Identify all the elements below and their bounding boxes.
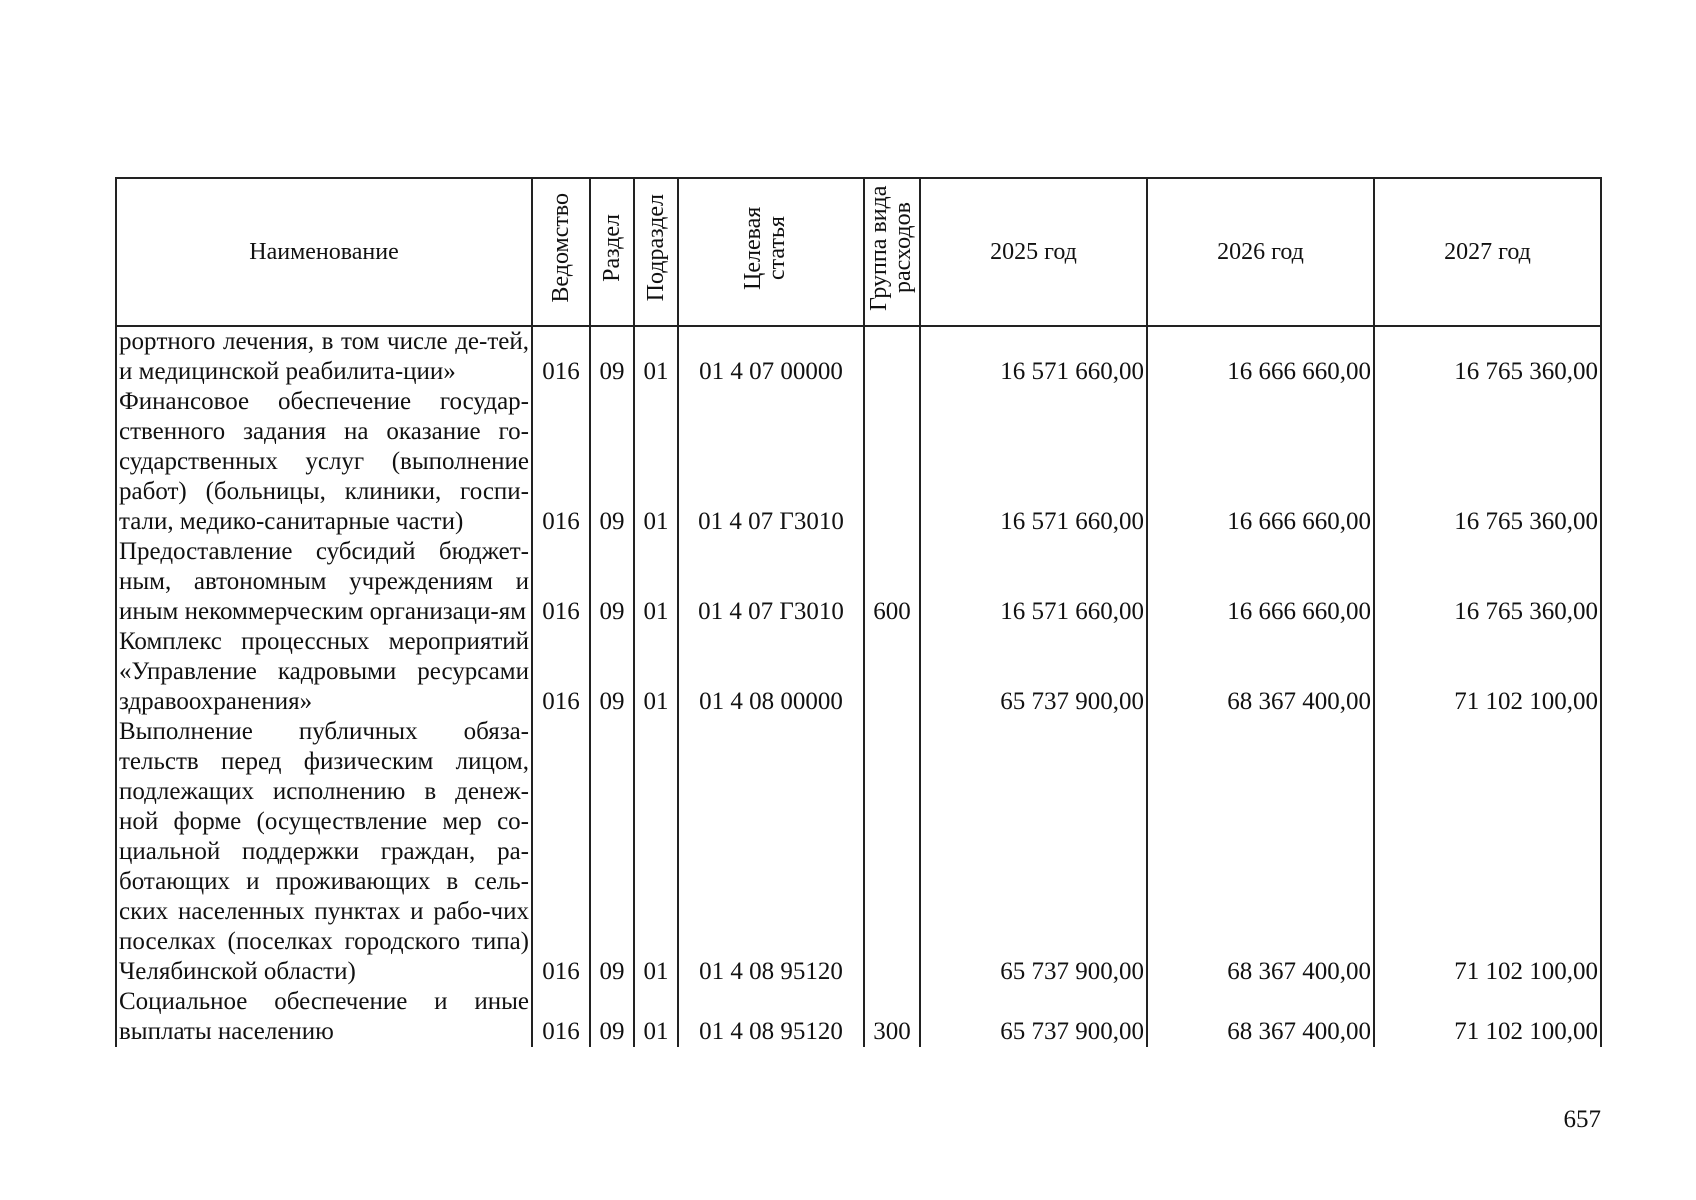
row-celevaya-cell: 01 4 07 00000 xyxy=(678,326,864,387)
row-2026-cell: 68 367 400,00 xyxy=(1147,987,1374,1047)
row-razdel-cell: 09 xyxy=(590,717,634,987)
row-2027-cell: 71 102 100,00 xyxy=(1374,987,1601,1047)
row-2026-cell: 16 666 660,00 xyxy=(1147,537,1374,627)
row-2026-cell: 68 367 400,00 xyxy=(1147,627,1374,717)
row-celevaya-cell: 01 4 07 Г3010 xyxy=(678,387,864,537)
row-vedomstvo-cell: 016 xyxy=(532,627,590,717)
row-name-cell: Предоставление субсидий бюджет-ным, автономным учреждениям и иным некоммерческим организаци-ям xyxy=(116,537,532,627)
header-gruppa: Группа вида расходов xyxy=(864,178,920,326)
row-podrazdel-cell: 01 xyxy=(634,537,678,627)
table-header xyxy=(116,178,1601,326)
table-row xyxy=(116,537,1601,627)
header-vedomstvo: Ведомство xyxy=(532,178,590,326)
row-celevaya-cell: 01 4 08 00000 xyxy=(678,627,864,717)
row-celevaya-cell: 01 4 07 Г3010 xyxy=(678,537,864,627)
row-razdel-cell: 09 xyxy=(590,387,634,537)
row-2025-cell: 65 737 900,00 xyxy=(920,987,1147,1047)
row-podrazdel-cell: 01 xyxy=(634,987,678,1047)
row-2025-cell: 65 737 900,00 xyxy=(920,627,1147,717)
row-razdel-cell: 09 xyxy=(590,987,634,1047)
row-vedomstvo-cell: 016 xyxy=(532,326,590,387)
table-row xyxy=(116,387,1601,537)
row-2027-cell: 16 765 360,00 xyxy=(1374,387,1601,537)
table-row xyxy=(116,717,1601,987)
row-podrazdel-cell: 01 xyxy=(634,627,678,717)
row-gruppa-cell xyxy=(864,717,920,987)
row-razdel-cell: 09 xyxy=(590,537,634,627)
budget-table xyxy=(115,177,1602,1047)
row-gruppa-cell xyxy=(864,627,920,717)
table-row xyxy=(116,627,1601,717)
row-gruppa-cell: 600 xyxy=(864,537,920,627)
row-razdel-cell: 09 xyxy=(590,627,634,717)
header-razdel: Раздел xyxy=(590,178,634,326)
header-celevaya: Целевая статья xyxy=(678,178,864,326)
header-2027: 2027 год xyxy=(1374,178,1601,326)
row-vedomstvo-cell: 016 xyxy=(532,987,590,1047)
row-vedomstvo-cell: 016 xyxy=(532,717,590,987)
row-2027-cell: 16 765 360,00 xyxy=(1374,537,1601,627)
row-podrazdel-cell: 01 xyxy=(634,387,678,537)
row-gruppa-cell: 300 xyxy=(864,987,920,1047)
row-2027-cell: 71 102 100,00 xyxy=(1374,717,1601,987)
row-2026-cell: 16 666 660,00 xyxy=(1147,326,1374,387)
row-vedomstvo-cell: 016 xyxy=(532,387,590,537)
row-2027-cell: 71 102 100,00 xyxy=(1374,627,1601,717)
row-2026-cell: 68 367 400,00 xyxy=(1147,717,1374,987)
row-celevaya-cell: 01 4 08 95120 xyxy=(678,717,864,987)
page-number: 657 xyxy=(1563,1106,1601,1133)
row-podrazdel-cell: 01 xyxy=(634,326,678,387)
row-celevaya-cell: 01 4 08 95120 xyxy=(678,987,864,1047)
row-2027-cell: 16 765 360,00 xyxy=(1374,326,1601,387)
table-row xyxy=(116,326,1601,387)
row-name-cell: Социальное обеспечение и иные выплаты населению xyxy=(116,987,532,1047)
row-razdel-cell: 09 xyxy=(590,326,634,387)
row-name-cell: Выполнение публичных обяза-тельств перед физическим лицом, подлежащих исполнению в денеж-ной форме (осуществление мер со-циальной поддержки граждан, ра-ботающих и проживающих в сель-ских населенных пунктах и рабо-чих поселках (поселках городского типа) Челябинской области) xyxy=(116,717,532,987)
row-2025-cell: 16 571 660,00 xyxy=(920,537,1147,627)
row-gruppa-cell xyxy=(864,326,920,387)
header-2026: 2026 год xyxy=(1147,178,1374,326)
table-row xyxy=(116,987,1601,1047)
row-name-cell: роpтного лечения, в том числе де-тей, и медицинской реабилита-ции» xyxy=(116,326,532,387)
row-2026-cell: 16 666 660,00 xyxy=(1147,387,1374,537)
row-podrazdel-cell: 01 xyxy=(634,717,678,987)
header-name: Наименование xyxy=(116,178,532,326)
header-2025: 2025 год xyxy=(920,178,1147,326)
row-2025-cell: 16 571 660,00 xyxy=(920,387,1147,537)
table-body xyxy=(116,326,1601,1047)
row-gruppa-cell xyxy=(864,387,920,537)
row-2025-cell: 65 737 900,00 xyxy=(920,717,1147,987)
row-name-cell: Финансовое обеспечение государ-ственного задания на оказание го-сударственных услуг (выполнение работ) (больницы, клиники, госпи-тали, медико-санитарные части) xyxy=(116,387,532,537)
row-vedomstvo-cell: 016 xyxy=(532,537,590,627)
header-podrazdel: Подраздел xyxy=(634,178,678,326)
row-2025-cell: 16 571 660,00 xyxy=(920,326,1147,387)
row-name-cell: Комплекс процессных мероприятий «Управление кадровыми ресурсами здравоохранения» xyxy=(116,627,532,717)
